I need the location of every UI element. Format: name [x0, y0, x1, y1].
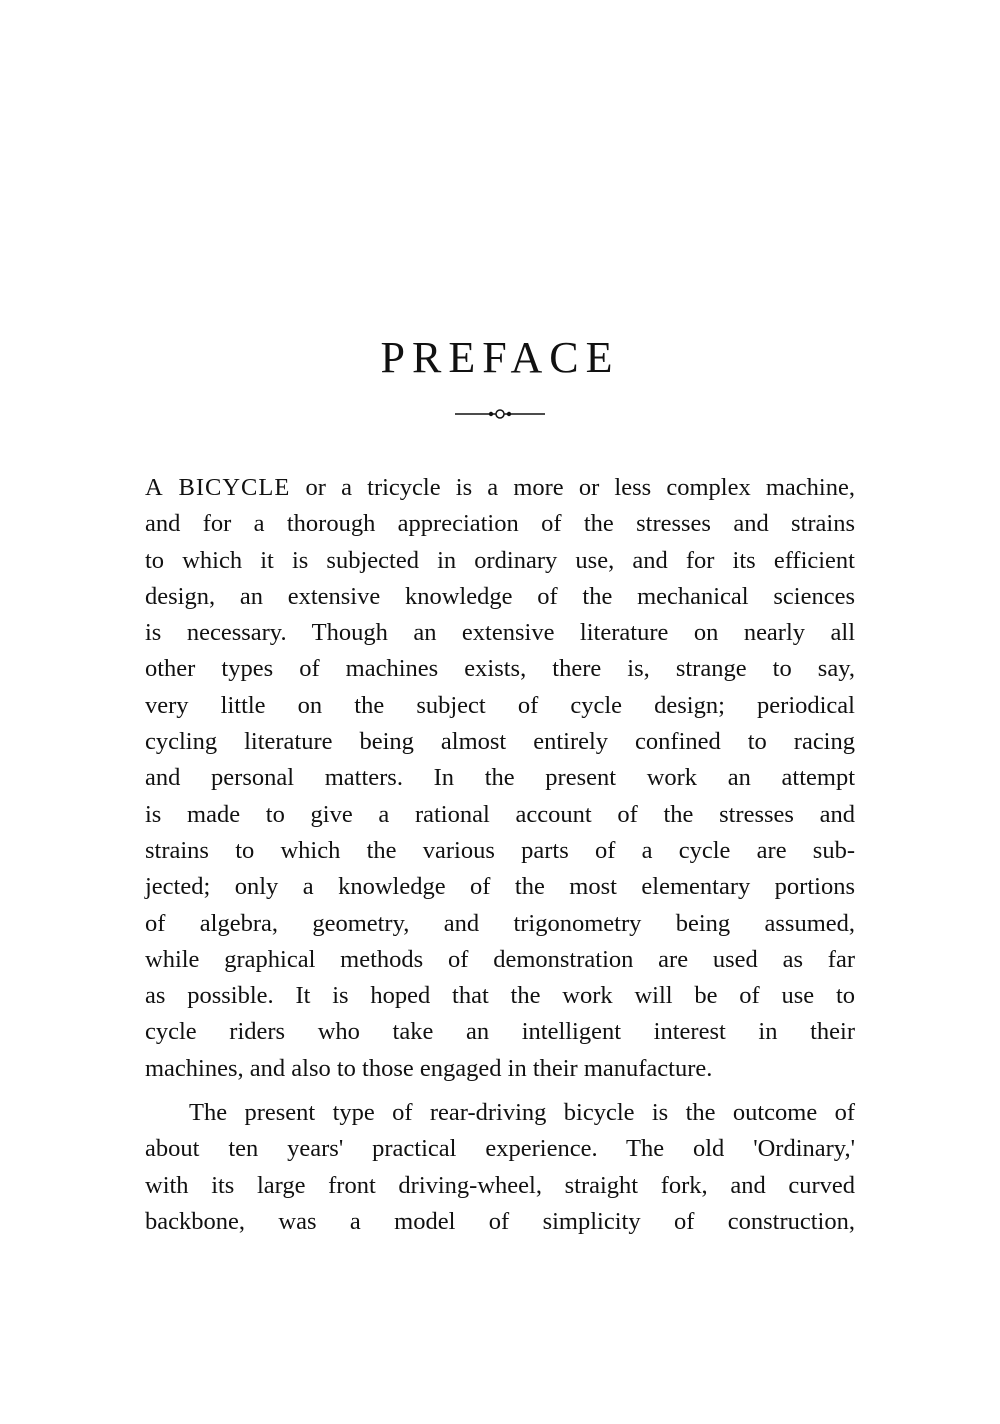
- ornament-divider: [455, 408, 545, 420]
- text-line: as possible. It is hoped that the work will be of use to: [145, 982, 855, 1010]
- text-line: very little on the subject of cycle design; periodical: [145, 691, 855, 719]
- text-line: is made to give a rational account of the stresses and: [145, 800, 855, 828]
- text-line: machines, and also to those engaged in their manufacture.: [145, 1054, 713, 1082]
- page-title: PREFACE: [380, 333, 620, 382]
- text-line: design, an extensive knowledge of the mechanical sciences: [145, 582, 855, 610]
- paragraph-1: [145, 470, 855, 1087]
- lead-small-caps: A BICYCLE: [145, 474, 291, 501]
- text-line: and personal matters. In the present work an attempt: [145, 764, 855, 792]
- paragraph-2: [145, 1095, 855, 1240]
- text-line: cycling literature being almost entirely confined to racing: [145, 728, 855, 756]
- text-line: is necessary. Though an extensive literature on nearly all: [145, 619, 855, 647]
- text-line: to which it is subjected in ordinary use, and for its efficient: [145, 546, 855, 574]
- text-line: A BICYCLE or a tricycle is a more or less complex machine,: [145, 474, 855, 501]
- text-line: backbone, was a model of simplicity of construction,: [145, 1207, 855, 1235]
- text-line: about ten years' practical experience. The old 'Ordinary,': [145, 1135, 855, 1163]
- text-line: The present type of rear-driving bicycle is the outcome of: [189, 1099, 855, 1126]
- text-line: and for a thorough appreciation of the stresses and strains: [145, 510, 855, 538]
- text-line: of algebra, geometry, and trigonometry being assumed,: [145, 909, 855, 937]
- text-line: with its large front driving-wheel, straight fork, and curved: [145, 1171, 855, 1199]
- text-line: while graphical methods of demonstration are used as far: [145, 945, 855, 973]
- text-line: other types of machines exists, there is, strange to say,: [145, 655, 855, 683]
- text-line: cycle riders who take an intelligent interest in their: [145, 1018, 855, 1046]
- text-line: jected; only a knowledge of the most elementary portions: [145, 873, 855, 901]
- text-line: strains to which the various parts of a cycle are sub-: [145, 836, 855, 864]
